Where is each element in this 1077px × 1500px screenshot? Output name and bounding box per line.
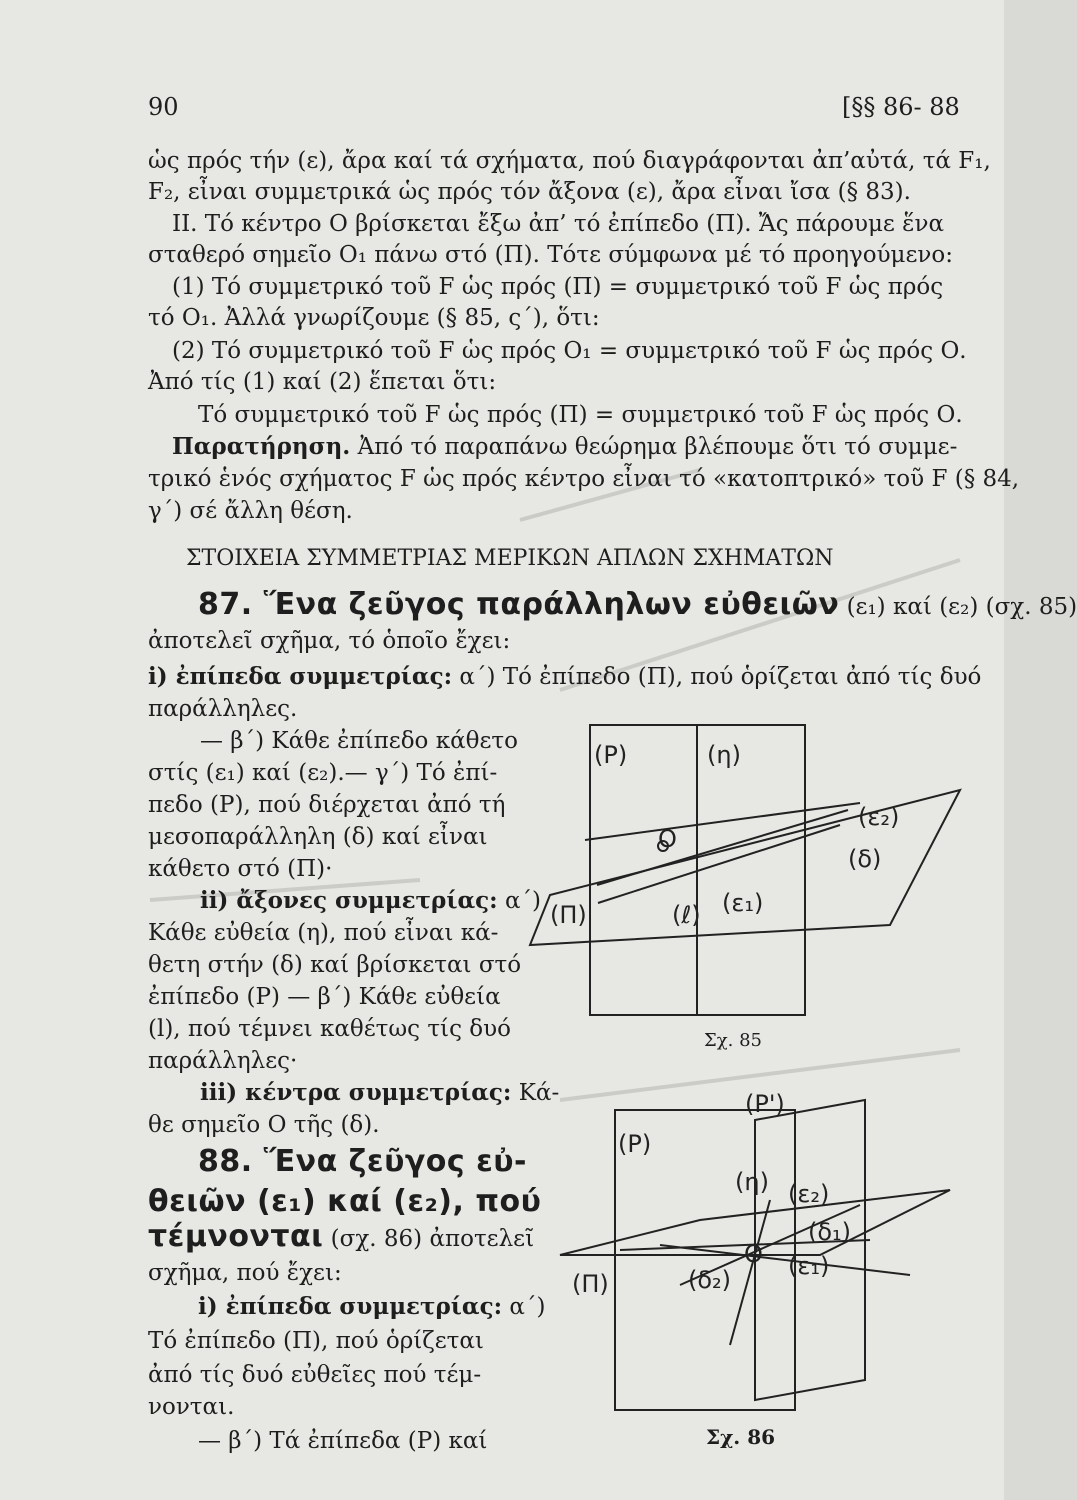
label-pi: (Π) <box>572 1270 609 1298</box>
label-epsilon-2: (ε₂) <box>858 803 900 831</box>
remark-label: Παρατήρηση. <box>172 433 351 460</box>
body-line: — β΄) Τά ἐπίπεδα (Ρ) καί <box>198 1428 488 1454</box>
body-line: σταθερό σημεῖο Ο₁ πάνω στό (Π). Τότε σύμφωνα μέ τό προηγούμενο: <box>148 242 953 268</box>
centres-label: iii) κέντρα συμμετρίας: <box>200 1079 512 1106</box>
figure-85 <box>510 715 970 1035</box>
label-P: (Ρ) <box>618 1130 652 1158</box>
label-epsilon-1: (ε₁) <box>722 889 764 917</box>
label-delta: (δ) <box>848 845 882 873</box>
label-epsilon-1: (ε₁) <box>788 1252 830 1280</box>
body-line: Ἀπό τίς (1) καί (2) ἕπεται ὅτι: <box>148 369 497 395</box>
planes-label: i) ἐπίπεδα συμμετρίας: <box>148 663 453 690</box>
figure-85-caption: Σχ. 85 <box>704 1030 762 1051</box>
body-line: στίς (ε₁) καί (ε₂).— γ΄) Τό ἐπί- <box>148 760 498 786</box>
chapter-heading: ΣΤΟΙΧΕΙΑ ΣΥΜΜΕΤΡΙΑΣ ΜΕΡΙΚΩΝ ΑΠΛΩΝ ΣΧΗΜΑΤΩΝ <box>186 546 834 571</box>
section-88-title-tail: (σχ. 86) ἀποτελεῖ <box>330 1226 535 1252</box>
page-number: 90 <box>148 93 179 121</box>
body-line: τρικό ἑνός σχήματος F ὡς πρός κέντρο εἶναι τό «κατοπτρικό» τοῦ F (§ 84, <box>148 466 1020 492</box>
remark-paragraph <box>172 432 957 462</box>
body-line: ἀποτελεῖ σχῆμα, τό ὁποῖο ἔχει: <box>148 628 511 654</box>
body-line: (1) Τό συμμετρικό τοῦ F ὡς πρός (Π) = συμμετρικό τοῦ F ὡς πρός <box>172 274 944 300</box>
section-range: [§§ 86- 88 <box>842 93 960 121</box>
body-line: θε σημεῖο Ο τῆς (δ). <box>148 1112 380 1138</box>
body-line: γ΄) σέ ἄλλη θέση. <box>148 498 353 524</box>
section-88-title: 88. Ἕνα ζεῦγος εὐ- <box>198 1144 528 1179</box>
axes-line <box>200 886 541 916</box>
label-eta: (η) <box>735 1168 769 1196</box>
line-delta-2 <box>730 1200 770 1345</box>
centres-text: Κά- <box>518 1080 560 1106</box>
label-O: O <box>744 1240 763 1268</box>
remark-text: Ἀπό τό παραπάνω θεώρημα βλέπουμε ὅτι τό συμμε- <box>357 434 958 460</box>
figure-86-caption: Σχ. 86 <box>706 1425 776 1449</box>
body-line: κάθετο στό (Π)· <box>148 856 333 882</box>
label-delta-1: (δ₁) <box>808 1218 852 1246</box>
body-line: ὡς πρός τήν (ε), ἄρα καί τά σχήματα, πού διαγράφονται ἀπ’αὐτά, τά F₁, <box>148 148 991 174</box>
body-line: Τό συμμετρικό τοῦ F ὡς πρός (Π) = συμμετρικό τοῦ F ὡς πρός Ο. <box>198 402 963 428</box>
body-line: τό Ο₁. Ἀλλά γνωρίζουμε (§ 85, ς΄), ὅτι: <box>148 305 600 331</box>
body-line: παράλληλες. <box>148 696 298 722</box>
label-epsilon-2: (ε₂) <box>788 1180 830 1208</box>
body-line: (2) Τό συμμετρικό τοῦ F ὡς πρός Ο₁ = συμμετρικό τοῦ F ὡς πρός Ο. <box>172 338 967 364</box>
label-P: (Ρ) <box>594 741 628 769</box>
label-P-prime: (Ρ') <box>745 1090 785 1118</box>
line-delta <box>598 825 840 903</box>
planes-text: α΄) <box>509 1294 546 1320</box>
section-88-title: τέμνονται <box>148 1219 324 1254</box>
body-line: — β΄) Κάθε ἐπίπεδο κάθετο <box>200 728 518 754</box>
section-88-title: θειῶν (ε₁) καί (ε₂), πού <box>148 1184 542 1219</box>
line-epsilon-2 <box>585 803 860 840</box>
section-87-title-tail: (ε₁) καί (ε₂) (σχ. 85) <box>846 594 1077 620</box>
label-eta: (η) <box>707 741 741 769</box>
body-line: F₂, εἶναι συμμετρικά ὡς πρός τόν ἄξονα (ε), ἄρα εἶναι ἴσα (§ 83). <box>148 179 911 205</box>
label-O: O <box>658 825 677 853</box>
body-line: ἀπό τίς δυό εὐθεῖες πού τέμ- <box>148 1362 482 1388</box>
section-87-title: 87. Ἕνα ζεῦγος παράλληλων εὐθειῶν <box>198 587 840 622</box>
body-line: ΙΙ. Τό κέντρο Ο βρίσκεται ἔξω ἀπ’ τό ἐπίπεδο (Π). Ἄς πάρουμε ἕνα <box>172 211 945 237</box>
body-line: θετη στήν (δ) καί βρίσκεται στό <box>148 952 522 978</box>
body-line: μεσοπαράλληλη (δ) καί εἶναι <box>148 824 488 850</box>
body-line: (l), πού τέμνει καθέτως τίς δυό <box>148 1016 511 1042</box>
label-delta-2: (δ₂) <box>688 1266 732 1294</box>
body-line: σχῆμα, πού ἔχει: <box>148 1260 342 1286</box>
body-line: νονται. <box>148 1394 235 1420</box>
centres-line <box>200 1078 559 1108</box>
label-l: (ℓ) <box>672 901 701 929</box>
body-line: Τό ἐπίπεδο (Π), πού ὁρίζεται <box>148 1328 484 1354</box>
plane-rho-prime <box>755 1100 865 1400</box>
body-line: Κάθε εὐθεία (η), πού εἶναι κά- <box>148 920 499 946</box>
body-line: ἐπίπεδο (Ρ) — β΄) Κάθε εὐθεία <box>148 984 501 1010</box>
body-line: πεδο (Ρ), πού διέρχεται ἀπό τή <box>148 792 506 818</box>
planes-line <box>148 662 981 692</box>
section-87-title-line <box>198 587 1077 622</box>
body-line: παράλληλες· <box>148 1048 298 1074</box>
axes-label: ii) ἄξονες συμμετρίας: <box>200 887 498 914</box>
planes-label: i) ἐπίπεδα συμμετρίας: <box>198 1293 503 1320</box>
planes-line <box>198 1292 545 1322</box>
axes-text: α΄) <box>504 888 541 914</box>
label-pi: (Π) <box>550 901 587 929</box>
section-88-title-line <box>148 1219 535 1254</box>
planes-text: α΄) Τό ἐπίπεδο (Π), πού ὁρίζεται ἀπό τίς δυό <box>459 664 982 690</box>
figure-86 <box>560 1080 980 1415</box>
